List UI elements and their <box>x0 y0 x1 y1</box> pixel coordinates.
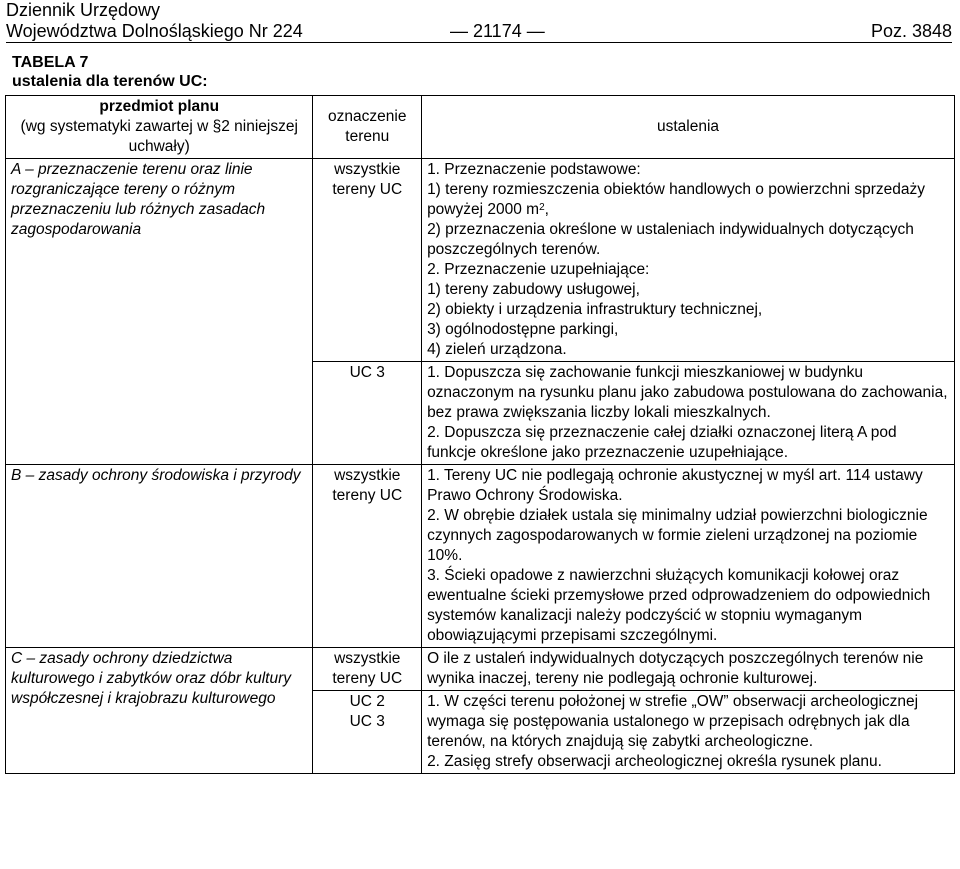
page-number: — 21174 — <box>450 21 545 41</box>
table-row <box>6 648 955 691</box>
subject-cell: B – zasady ochrony środowiska i przyrody <box>6 465 313 648</box>
provision-line: O ile z ustaleń indywidualnych dotyczących poszczególnych terenów nie wynika inaczej, tereny nie podlegają ochronie kulturowej. <box>427 650 924 687</box>
subject-cell: A – przeznaczenie terenu oraz linie rozgraniczające tereny o różnym przeznaczeniu lub różnych zasadach zagospodarowania <box>6 159 313 465</box>
provisions-cell <box>422 465 955 648</box>
provision-line: 2. W obrębie działek ustala się minimalny udział powierzchni biologicznie czynnych zagospodarowanych w formie zieleni urządzonej na poziomie 10%. <box>427 507 928 564</box>
provision-line: 2. Zasięg strefy obserwacji archeologicznej określa rysunek planu. <box>427 753 882 770</box>
area-symbol-cell <box>313 691 422 774</box>
journal-title: Dziennik Urzędowy <box>6 0 161 20</box>
table-title: TABELA 7 <box>12 54 89 71</box>
provision-line: 2) przeznaczenia określone w ustaleniach indywidualnych dotyczących poszczególnych terenów. <box>427 221 914 258</box>
area-symbol-cell <box>313 465 422 648</box>
provision-line: 1. Tereny UC nie podlegają ochronie akustycznej w myśl art. 114 ustawy Prawo Ochrony Środowiska. <box>427 467 923 504</box>
provisions-cell <box>422 159 955 362</box>
provision-line: 3) ogólnodostępne parkingi, <box>427 321 619 338</box>
superscript: 2 <box>539 202 545 213</box>
table-header-row <box>6 96 955 159</box>
provisions-cell <box>422 362 955 465</box>
area-symbol: wszystkie tereny UC <box>332 161 403 198</box>
provisions-table <box>5 95 955 774</box>
provision-line: 1. W części terenu położonej w strefie „OW” obserwacji archeologicznej wymaga się postępowania ustalonego w przepisach odrębnych jak dla terenów, na których znajdują się zabytki archeologiczne. <box>427 693 919 750</box>
table-heading <box>12 53 208 91</box>
provision-line: 2) obiekty i urządzenia infrastruktury technicznej, <box>427 301 763 318</box>
table-row <box>6 465 955 648</box>
provision-line: 1. Dopuszcza się zachowanie funkcji mieszkaniowej w budynku oznaczonym na rysunku planu jako zabudowa postulowana do zachowania, bez prawa zwiększania liczby lokali mieszkalnych. <box>427 364 948 421</box>
page-header <box>6 0 952 43</box>
provision-line: 2. Dopuszcza się przeznaczenie całej działki oznaczonej literą A pod funkcje określone jako przeznaczenie uzupełniające. <box>427 424 897 461</box>
provision-line: 1) tereny rozmieszczenia obiektów handlowych o powierzchni sprzedaży powyżej 2000 $m^2$, <box>427 181 926 218</box>
area-symbol-cell <box>313 159 422 362</box>
position-number: Poz. 3848 <box>870 21 952 41</box>
area-symbol: wszystkie tereny UC <box>332 467 403 504</box>
header-rule <box>6 42 952 43</box>
subject-cell: C – zasady ochrony dziedzictwa kulturowego i zabytków oraz dóbr kultury współczesnej i krajobrazu kulturowego <box>6 648 313 774</box>
provision-line: 1. Przeznaczenie podstawowe: <box>427 161 641 178</box>
area-symbol-cell <box>313 362 422 465</box>
provisions-cell <box>422 691 955 774</box>
area-symbol: wszystkie tereny UC <box>332 650 403 687</box>
table-row <box>6 159 955 362</box>
area-symbol: UC 3 <box>349 364 385 381</box>
table-subtitle: ustalenia dla terenów UC: <box>12 73 208 90</box>
provision-line: 3. Ścieki opadowe z nawierzchni służących komunikacji kołowej oraz ewentualne ścieki przemysłowe przed odprowadzeniem do odpowiednich systemów kanalizacji należy podczyścić w stopniu wymaganym obowiązującymi przepisami szczególnymi. <box>427 567 931 644</box>
provision-line: 2. Przeznaczenie uzupełniające: <box>427 261 650 278</box>
area-symbol-cell <box>313 648 422 691</box>
area-symbol: UC 3 <box>349 713 385 730</box>
area-symbol: UC 2 <box>349 693 385 710</box>
header-subject-title: przedmiot planu <box>99 98 220 115</box>
provisions-cell <box>422 648 955 691</box>
provision-line: 4) zieleń urządzona. <box>427 341 567 358</box>
provision-line: 1) tereny zabudowy usługowej, <box>427 281 640 298</box>
header-subject <box>6 96 313 159</box>
header-provisions: ustalenia <box>422 96 955 159</box>
header-area-symbol: oznaczenie terenu <box>313 96 422 159</box>
header-subject-note: (wg systematyki zawartej w §2 niniejszej uchwały) <box>20 118 298 155</box>
publisher-line: Województwa Dolnośląskiego Nr 224 <box>6 21 303 41</box>
